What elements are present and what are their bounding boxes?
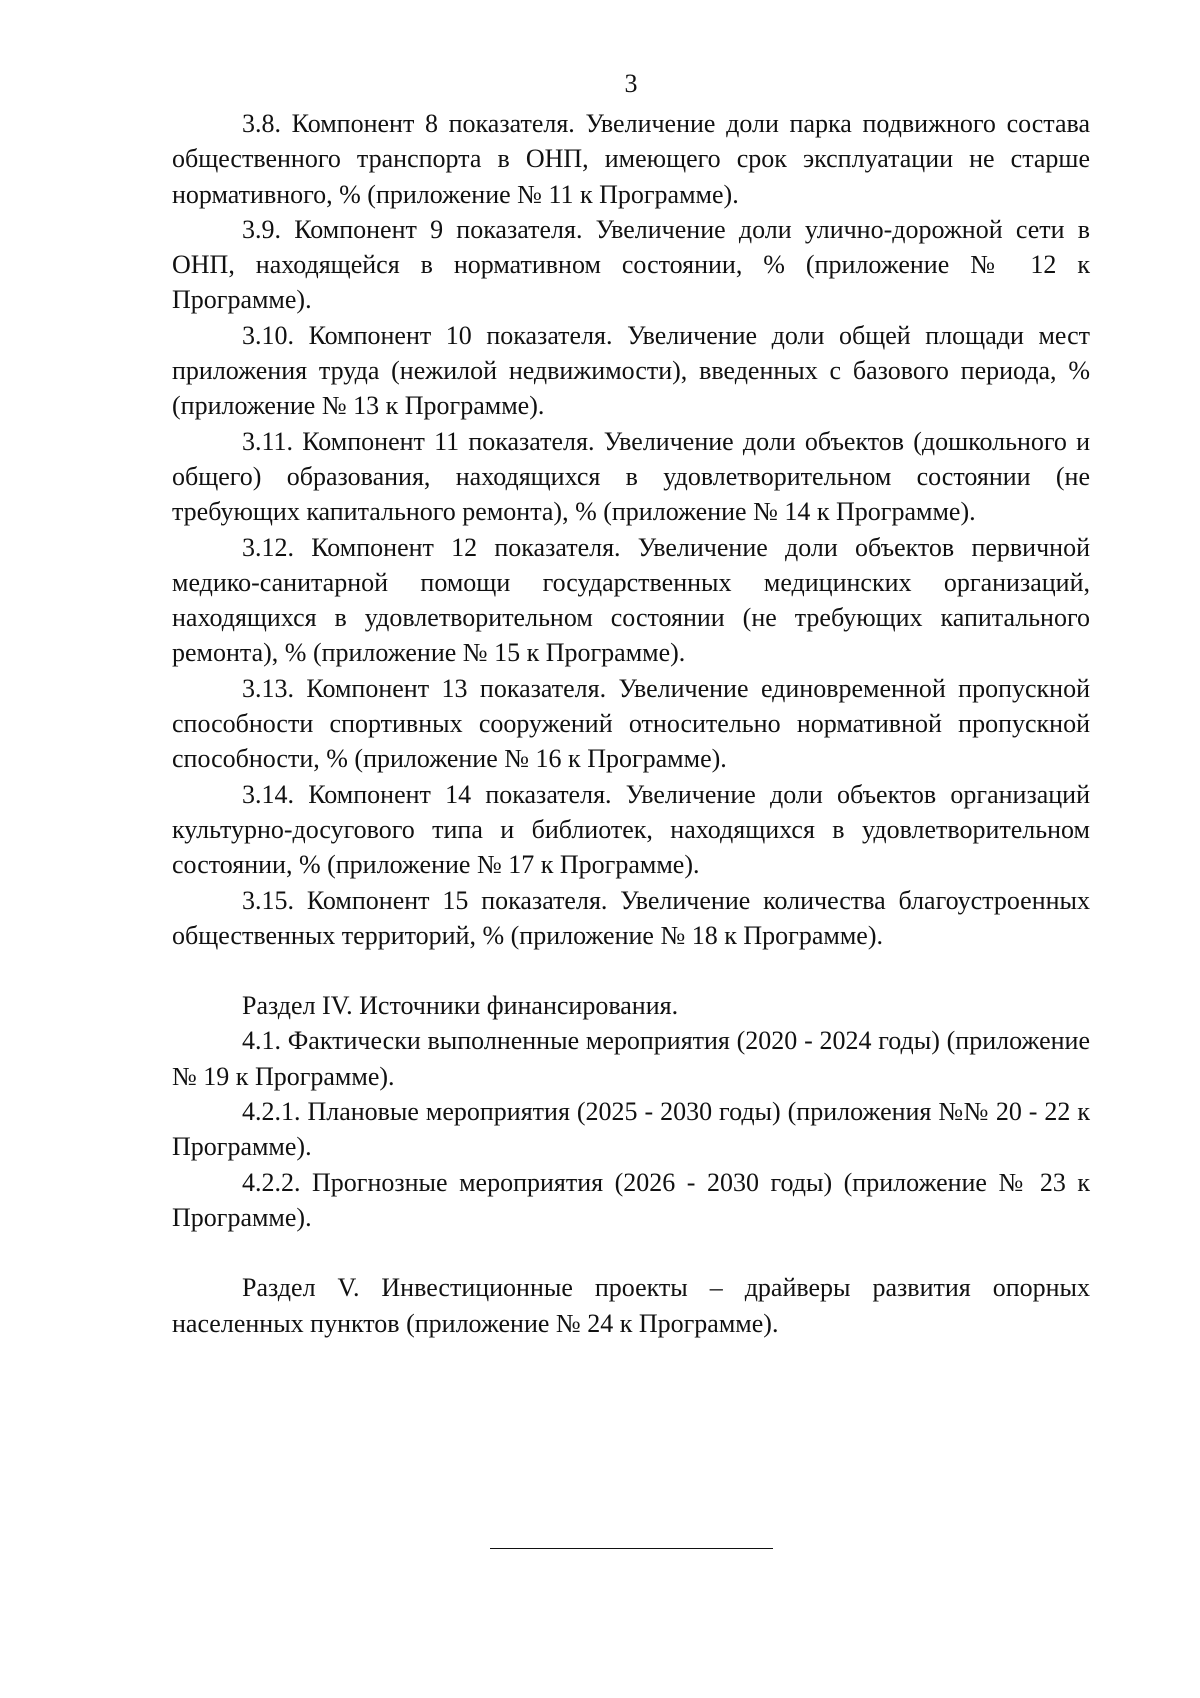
paragraph-3-12: 3.12. Компонент 12 показателя. Увеличение доли объектов первичной медико-санитарной помощи государственных медицинских организаций, находящихся в удовлетворительном состоянии (не требующих капитального ремонта), % (приложение № 15 к Программе). — [172, 532, 1090, 668]
paragraph-4-2-1: 4.2.1. Плановые мероприятия (2025 - 2030 годы) (приложения №№ 20 - 22 к Программе). — [172, 1097, 1090, 1162]
paragraph-3-11: 3.11. Компонент 11 показателя. Увеличение доли объектов (дошкольного и общего) образования, находящихся в удовлетворительном состоянии (не требующих капитального ремонта), % (приложение № 14 к Программе). — [172, 426, 1090, 527]
section-spacer — [172, 953, 1090, 988]
section-spacer — [172, 1235, 1090, 1270]
paragraph-3-10: 3.10. Компонент 10 показателя. Увеличение доли общей площади мест приложения труда (нежилой недвижимости), введенных с базового периода, % (приложение № 13 к Программе). — [172, 320, 1090, 421]
end-separator-line — [490, 1548, 773, 1549]
section-4-heading: Раздел IV. Источники финансирования. — [242, 991, 679, 1021]
page-number: 3 — [624, 69, 638, 98]
paragraph-3-15: 3.15. Компонент 15 показателя. Увеличение количества благоустроенных общественных территорий, % (приложение № 18 к Программе). — [172, 885, 1090, 950]
paragraph-3-8: 3.8. Компонент 8 показателя. Увеличение доли парка подвижного состава общественного транспорта в ОНП, имеющего срок эксплуатации не старше нормативного, % (приложение № 11 к Программе). — [172, 109, 1090, 209]
paragraph-4-1: 4.1. Фактически выполненные мероприятия (2020 - 2024 годы) (приложение № 19 к Программе). — [172, 1026, 1090, 1091]
paragraph-3-14: 3.14. Компонент 14 показателя. Увеличение доли объектов организаций культурно-досугового типа и библиотек, находящихся в удовлетворительном состоянии, % (приложение № 17 к Программе). — [172, 779, 1090, 880]
paragraph-3-13: 3.13. Компонент 13 показателя. Увеличение единовременной пропускной способности спортивных сооружений относительно нормативной пропускной способности, % (приложение № 16 к Программе). — [172, 673, 1090, 774]
paragraph-4-2-2: 4.2.2. Прогнозные мероприятия (2026 - 2030 годы) (приложение № 23 к Программе). — [172, 1167, 1090, 1232]
section-5-paragraph: Раздел V. Инвестиционные проекты – драйверы развития опорных населенных пунктов (приложение № 24 к Программе). — [172, 1273, 1090, 1338]
paragraph-3-9: 3.9. Компонент 9 показателя. Увеличение доли улично-дорожной сети в ОНП, находящейся в нормативном состоянии, % (приложение № 12 к Программе). — [172, 214, 1090, 315]
